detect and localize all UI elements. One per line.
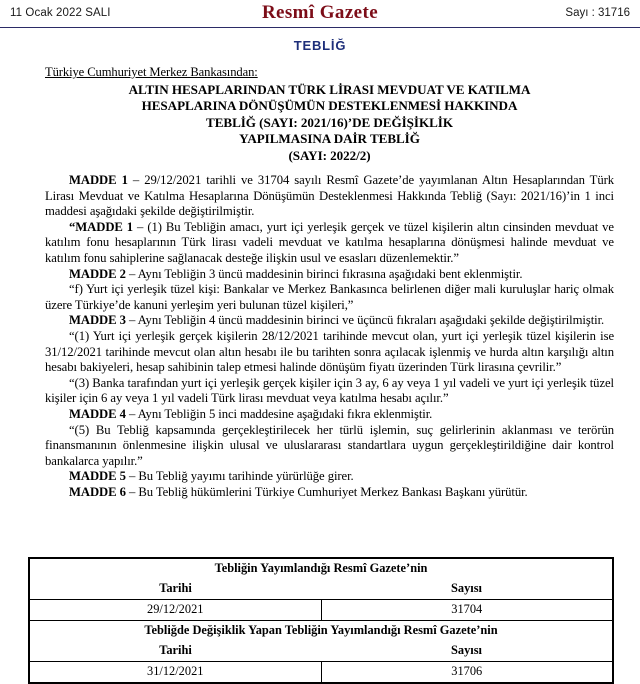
article-text-madde-1: – 29/12/2021 tarihli ve 31704 sayılı Resmî Gazete’de yayımlanan Altın Hesaplarından Türk Lirası Mevduat ve Katılma Hesaplarına Dönüşümün Desteklenmesi Hakkında Tebliğ (Sayı: 2021/16)’in 1 inci maddesi aşağıdaki şekilde değiştirilmiştir. — [45, 173, 614, 219]
masthead — [0, 0, 640, 25]
articles-container — [45, 173, 614, 500]
article-madde-1 — [45, 173, 614, 220]
masthead-issue-number: Sayı : 31716 — [565, 6, 630, 19]
table-group-1-issue-value: 31704 — [321, 600, 613, 621]
table-group-1-date-value: 29/12/2021 — [29, 600, 321, 621]
table-row — [29, 621, 613, 642]
article-madde-6 — [45, 485, 614, 501]
table-group-2-col-2-header: Sayısı — [321, 641, 613, 662]
article-lead-madde-4: MADDE 4 — [69, 406, 126, 421]
document-title — [45, 82, 614, 164]
document-title-line-1: ALTIN HESAPLARINDAN TÜRK LİRASI MEVDUAT VE KATILMA — [128, 82, 531, 97]
article-lead-madde-3: MADDE 3 — [69, 313, 126, 328]
table-group-1-col-1-header: Tarihi — [29, 579, 321, 600]
document-title-line-5: (SAYI: 2022/2) — [288, 147, 371, 163]
article-madde-2 — [45, 267, 614, 283]
article-lead-madde-5: MADDE 5 — [69, 469, 126, 484]
article-text-madde-4-quote: “(5) Bu Tebliğ kapsamında gerçekleştirilecek her türlü işlemin, suç gelirlerinin aklanması ve terörün finansmanının önlenmesine ilişkin ulusal ve uluslararası standartlara uygun gerçekleştirildiğine dair kontrol bankalarca yapılır.” — [45, 422, 614, 468]
article-text-madde-6: – Bu Tebliğ hükümlerini Türkiye Cumhuriyet Merkez Bankası Başkanı yürütür. — [125, 484, 528, 499]
article-text-madde-3-quote-1: “(1) Yurt içi yerleşik gerçek kişilerin 28/12/2021 tarihinde mevcut olan, yurt içi yerleşik tüzel kişilerin ise 31/12/2021 tarihinde mevcut olan altın hesabı ile bu tarihten sonra açılacak işlenmiş ve hurda altın karşılığı altın hesabı bakiyeleri, hesap sahibinin talep etmesi halinde dönüşüm fiyatı üzerinden Türk lirasına çevrilir.” — [45, 328, 614, 375]
masthead-divider — [0, 27, 640, 28]
article-text-madde-3: – Aynı Tebliğin 4 üncü maddesinin birinci ve üçüncü fıkraları aşağıdaki şekilde değiştirilmiştir. — [125, 313, 605, 328]
article-text-madde-2: – Aynı Tebliğin 3 üncü maddesinin birinci fıkrasına aşağıdaki bent eklenmiştir. — [125, 266, 523, 281]
article-text-madde-1-quote: – (1) Bu Tebliğin amacı, yurt içi yerleşik gerçek ve tüzel kişilerin altın cinsinden mevduat ve katılım fonu hesaplarının Türk lirası vadeli mevduat ve katılma hesaplarına dönüşmesi halinde mevduat ve katılım fonu sahiplerine sağlanacak desteğe ilişkin usul ve esasları düzenlemektir.” — [45, 219, 614, 265]
article-madde-3-quote-3 — [45, 376, 614, 407]
article-madde-4 — [45, 407, 614, 423]
table-group-2-date-value: 31/12/2021 — [29, 662, 321, 684]
document-title-line-4: YAPILMASINA DAİR TEBLİĞ — [239, 131, 420, 147]
article-text-madde-4: – Aynı Tebliğin 5 inci maddesine aşağıdaki fıkra eklenmiştir. — [125, 406, 433, 421]
article-madde-3 — [45, 313, 614, 329]
table-row — [29, 662, 613, 684]
article-lead-madde-2: MADDE 2 — [69, 266, 126, 281]
table-row — [29, 558, 613, 579]
article-madde-3-quote-1 — [45, 329, 614, 376]
article-madde-4-quote — [45, 423, 614, 470]
article-madde-1-quote — [45, 220, 614, 267]
article-text-madde-5: – Bu Tebliğ yayımı tarihinde yürürlüğe girer. — [125, 469, 354, 484]
table-group-1-header: Tebliğin Yayımlandığı Resmî Gazete’nin — [29, 558, 613, 579]
document-title-line-3: TEBLİĞ (SAYI: 2021/16)’DE DEĞİŞİKLİK — [206, 114, 453, 130]
masthead-date: 11 Ocak 2022 SALI — [10, 6, 111, 19]
masthead-title: Resmî Gazete — [261, 1, 379, 23]
table-group-1-col-2-header: Sayısı — [321, 579, 613, 600]
table-row — [29, 641, 613, 662]
document-body — [0, 65, 640, 501]
table-row — [29, 600, 613, 621]
table-group-2-col-1-header: Tarihi — [29, 641, 321, 662]
table-row — [29, 579, 613, 600]
publication-history-table — [28, 557, 614, 684]
publication-history-table-wrapper — [28, 557, 614, 684]
article-text-madde-2-quote: “f) Yurt içi yerleşik tüzel kişi: Bankalar ve Merkez Bankasınca belirlenen diğer mali kuruluşlar hariç olmak üzere Türkiye’de kanuni yerleşim yeri bulunan tüzel kişileri,” — [45, 282, 614, 312]
article-lead-madde-1: MADDE 1 — [69, 173, 128, 188]
document-title-line-2: HESAPLARINA DÖNÜŞÜMÜN DESTEKLENMESİ HAKKINDA — [141, 98, 518, 114]
article-madde-5 — [45, 469, 614, 485]
table-group-2-header: Tebliğde Değişiklik Yapan Tebliğin Yayımlandığı Resmî Gazete’nin — [29, 621, 613, 642]
section-label: TEBLİĞ — [293, 38, 347, 53]
issuing-authority: Türkiye Cumhuriyet Merkez Bankasından: — [45, 65, 258, 79]
article-lead-madde-6: MADDE 6 — [69, 484, 126, 499]
article-text-madde-3-quote-3: “(3) Banka tarafından yurt içi yerleşik gerçek kişiler için 3 ay, 6 ay veya 1 yıl vadeli ve yurt içi yerleşik tüzel kişiler için 6 ay veya 1 yıl vadeli Türk lirası mevduat veya katılma hesabı açılır.” — [45, 375, 614, 406]
table-group-2-issue-value: 31706 — [321, 662, 613, 684]
article-lead-madde-1-quote: “MADDE 1 — [69, 219, 134, 234]
article-madde-2-quote — [45, 282, 614, 313]
